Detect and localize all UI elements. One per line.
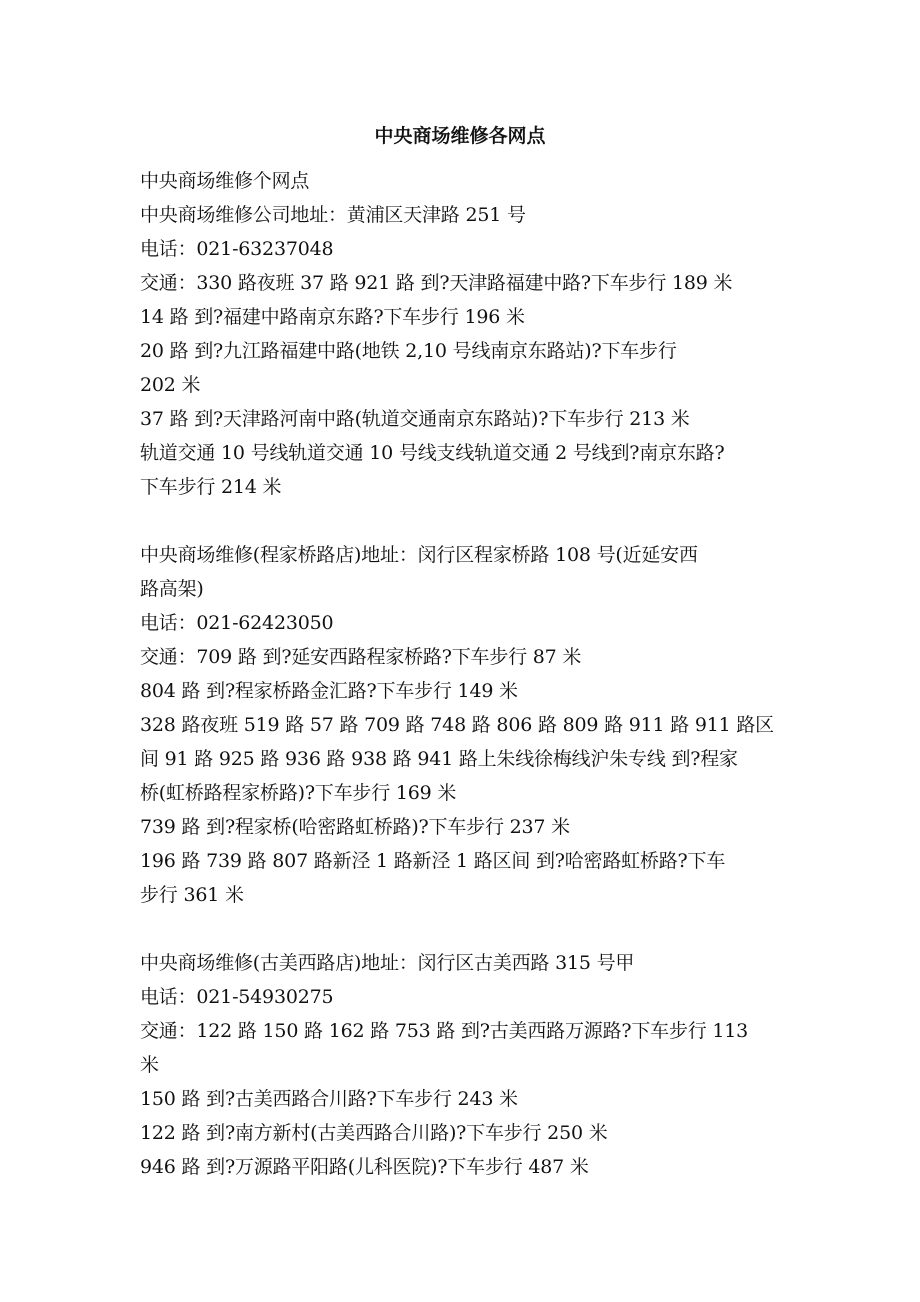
text-line: 桥(虹桥路程家桥路)?下车步行 169 米: [140, 782, 457, 804]
text-line: 122 路 到?南方新村(古美西路合川路)?下车步行 250 米: [140, 1122, 608, 1144]
text-line: 中央商场维修(程家桥路店)地址：闵行区程家桥路 108 号(近延安西: [140, 544, 698, 566]
text-line: 间 91 路 925 路 936 路 938 路 941 路上朱线徐梅线沪朱专线 到?程家: [140, 748, 738, 770]
text-line: 196 路 739 路 807 路新泾 1 路新泾 1 路区间 到?哈密路虹桥路?下车: [140, 850, 726, 872]
document-body: [140, 164, 800, 1184]
text-line: 946 路 到?万源路平阳路(儿科医院)?下车步行 487 米: [140, 1156, 589, 1178]
text-line: 中央商场维修公司地址：黄浦区天津路 251 号: [140, 204, 526, 226]
text-line: 步行 361 米: [140, 884, 244, 906]
paragraph-gap: [140, 912, 800, 946]
paragraph-gap: [140, 504, 800, 538]
text-line: 路高架): [140, 578, 204, 600]
text-line: 电话：021-63237048: [140, 238, 334, 260]
document-title: 中央商场维修各网点: [374, 125, 546, 147]
text-line: 中央商场维修个网点: [140, 170, 310, 192]
text-line: 交通：122 路 150 路 162 路 753 路 到?古美西路万源路?下车步行 113: [140, 1020, 749, 1042]
text-line: 中央商场维修(古美西路店)地址：闵行区古美西路 315 号甲: [140, 952, 635, 974]
text-line: 轨道交通 10 号线轨道交通 10 号线支线轨道交通 2 号线到?南京东路?: [140, 442, 725, 464]
text-line: 37 路 到?天津路河南中路(轨道交通南京东路站)?下车步行 213 米: [140, 408, 690, 430]
text-line: 202 米: [140, 374, 201, 396]
text-line: 14 路 到?福建中路南京东路?下车步行 196 米: [140, 306, 525, 328]
text-line: 下车步行 214 米: [140, 476, 282, 498]
text-line: 804 路 到?程家桥路金汇路?下车步行 149 米: [140, 680, 518, 702]
text-line: 电话：021-62423050: [140, 612, 334, 634]
text-line: 电话：021-54930275: [140, 986, 334, 1008]
text-line: 米: [140, 1054, 159, 1076]
text-line: 交通：330 路夜班 37 路 921 路 到?天津路福建中路?下车步行 189 米: [140, 272, 733, 294]
text-line: 150 路 到?古美西路合川路?下车步行 243 米: [140, 1088, 518, 1110]
text-line: 328 路夜班 519 路 57 路 709 路 748 路 806 路 809 路 911 路 911 路区: [140, 714, 774, 736]
text-line: 739 路 到?程家桥(哈密路虹桥路)?下车步行 237 米: [140, 816, 570, 838]
text-line: 20 路 到?九江路福建中路(地铁 2,10 号线南京东路站)?下车步行: [140, 340, 677, 362]
text-line: 交通：709 路 到?延安西路程家桥路?下车步行 87 米: [140, 646, 582, 668]
